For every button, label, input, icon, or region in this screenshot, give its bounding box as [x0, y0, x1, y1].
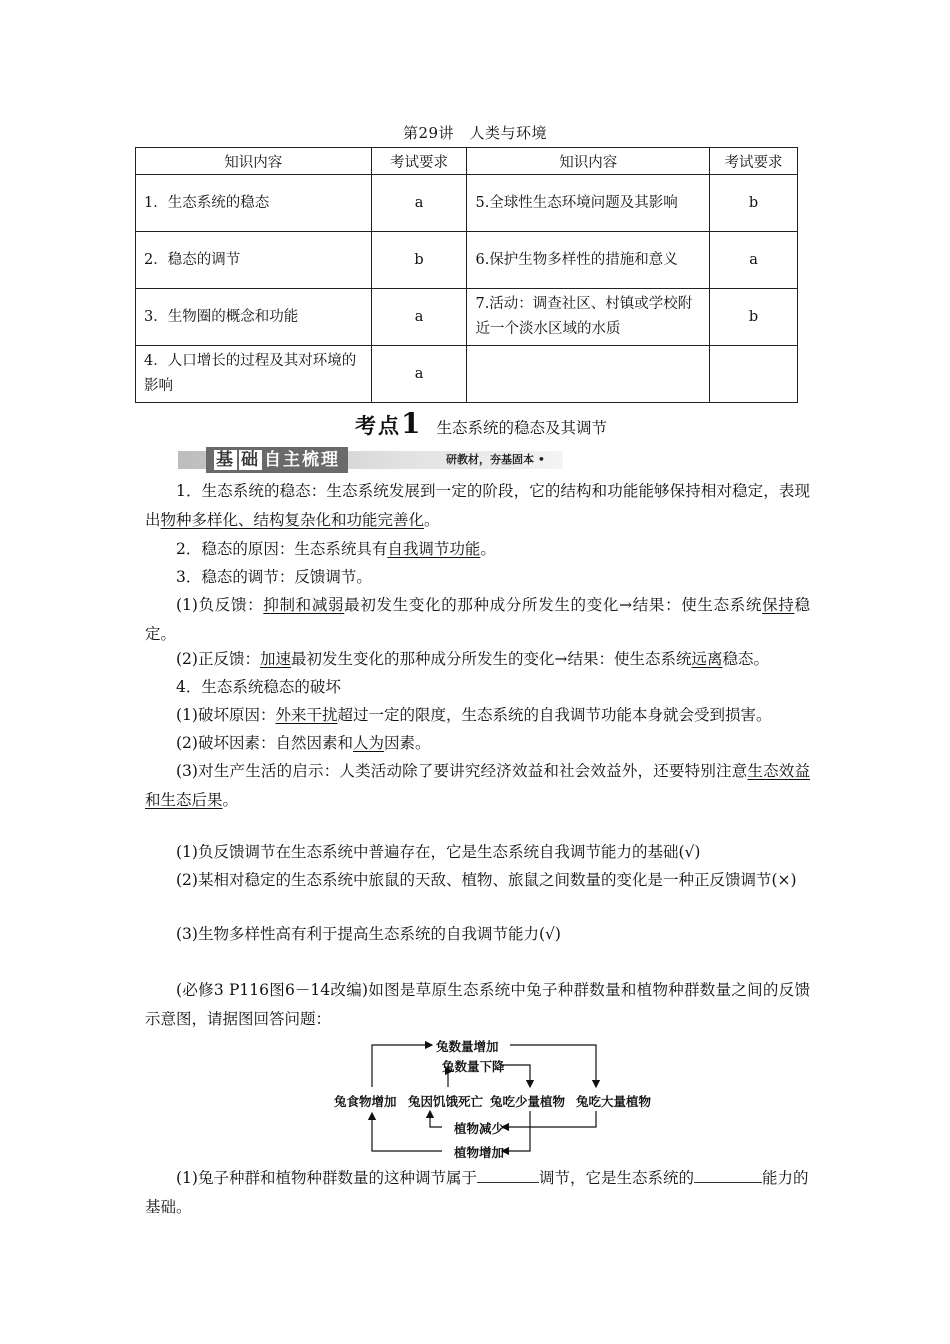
point-text: 2．稳态的原因：生态系统具有: [176, 540, 388, 558]
kaodian-number: 1: [401, 407, 421, 440]
node-eat-more: 兔吃大量植物: [576, 1094, 652, 1109]
point-text: 。: [480, 540, 496, 558]
point-3: 3．稳态的调节：反馈调节。: [176, 568, 372, 586]
point-text: 超过一定的限度，生态系统的自我调节功能本身就会受到损害。: [337, 706, 772, 724]
table-cell: a: [710, 232, 798, 289]
answer-blank-1[interactable]: [477, 1164, 539, 1183]
underlined-answer: 人为: [352, 734, 384, 752]
point-1: [145, 477, 810, 535]
banner-box-2: 础: [241, 450, 260, 470]
banner-rest: 自主梳理: [264, 450, 340, 470]
table-cell: a: [371, 289, 467, 346]
point-5: [145, 645, 810, 674]
underlined-answer: 外来干扰: [275, 706, 338, 724]
underlined-answer: 保持: [762, 596, 795, 614]
point-text: 稳定。: [145, 596, 810, 643]
table-cell: 5.全球性生态环境问题及其影响: [467, 175, 710, 232]
judgment-2: (2)某相对稳定的生态系统中旅鼠的天敌、植物、旅鼠之间数量的变化是一种正反馈调节(×): [176, 871, 797, 889]
table-cell: b: [710, 175, 798, 232]
table-cell: a: [371, 175, 467, 232]
underlined-answer: 抑制和减弱: [263, 596, 345, 614]
question-1: [145, 1164, 810, 1222]
point-7: [145, 701, 810, 730]
point-text: 。: [222, 791, 239, 809]
point-4: [145, 591, 810, 649]
table-cell: 2．稳态的调节: [136, 232, 372, 289]
table-cell: 3．生物圈的概念和功能: [136, 289, 372, 346]
question-text: (1)兔子种群和植物种群数量的这种调节属于: [176, 1169, 477, 1187]
table-cell: 1．生态系统的稳态: [136, 175, 372, 232]
table-cell: [467, 346, 710, 403]
table-cell: b: [710, 289, 798, 346]
question-text: 调节，它是生态系统的: [538, 1169, 694, 1187]
underlined-answer: 自我调节功能: [387, 540, 481, 558]
kaodian-heading: [355, 407, 607, 440]
header-knowledge-right: 知识内容: [467, 148, 710, 175]
table-cell: [710, 346, 798, 403]
point-text: (2)正反馈：: [176, 650, 260, 668]
table-cell: 7.活动：调查社区、村镇或学校附近一个淡水区域的水质: [467, 289, 710, 346]
point-text: 1．生态系统的稳态：生态系统发展到一定的阶段，它的结构和功能能够保持相对稳定，表现出: [145, 482, 810, 529]
judgment-1: (1)负反馈调节在生态系统中普遍存在，它是生态系统自我调节能力的基础(√): [176, 843, 701, 861]
judgment-3: (3)生物多样性高有利于提高生态系统的自我调节能力(√): [176, 925, 561, 943]
header-requirement-left: 考试要求: [371, 148, 467, 175]
point-text: 。: [424, 511, 440, 529]
question-text: 能力的基础。: [145, 1169, 809, 1216]
underlined-answer: 生态效益和生态后果: [145, 762, 810, 809]
banner-box-1: 基: [216, 450, 235, 470]
node-rabbit-increase: 兔数量增加: [436, 1039, 499, 1054]
point-text: (3)对生产生活的启示：人类活动除了要讲究经济效益和社会效益外，还要特别注意: [176, 762, 748, 780]
header-requirement-right: 考试要求: [710, 148, 798, 175]
header-knowledge-left: 知识内容: [136, 148, 372, 175]
node-food-increase: 兔食物增加: [334, 1094, 397, 1109]
requirements-table: [135, 147, 798, 403]
point-text: 稳态。: [722, 650, 770, 668]
kaodian-title: 生态系统的稳态及其调节: [436, 419, 607, 437]
kaodian-label: 考点: [355, 414, 401, 438]
point-text: 最初发生变化的那种成分所发生的变化→结果：使生态系统: [290, 650, 692, 668]
point-6: 4．生态系统稳态的破坏: [176, 678, 341, 696]
table-cell: a: [371, 346, 467, 403]
point-8: [145, 729, 810, 758]
table-row: [136, 346, 798, 403]
node-eat-less: 兔吃少量植物: [490, 1094, 566, 1109]
table-row: [136, 289, 798, 346]
table-cell: b: [371, 232, 467, 289]
point-9: [145, 757, 810, 815]
point-text: (2)破坏因素：自然因素和: [176, 734, 353, 752]
feedback-diagram: [330, 1035, 660, 1160]
table-cell: 4．人口增长的过程及其对环境的影响: [136, 346, 372, 403]
point-text: 最初发生变化的那种成分所发生的变化→结果：使生态系统: [344, 596, 763, 614]
lecture-title: 第29讲 人类与环境: [402, 124, 548, 142]
point-2: [145, 535, 810, 564]
point-text: 因素。: [383, 734, 431, 752]
node-plant-decrease: 植物减少: [454, 1121, 505, 1136]
point-text: (1)负反馈：: [176, 596, 264, 614]
node-plant-increase: 植物增加: [454, 1145, 505, 1160]
table-row: [136, 232, 798, 289]
table-cell: 6.保护生物多样性的措施和意义: [467, 232, 710, 289]
point-text: (1)破坏原因：: [176, 706, 276, 724]
banner-subtitle: 研教材，夯基固本 •: [446, 453, 545, 466]
node-rabbit-decrease: 兔数量下降: [442, 1059, 505, 1074]
underlined-answer: 物种多样化、结构复杂化和功能完善化: [160, 511, 425, 529]
answer-blank-2[interactable]: [694, 1164, 762, 1183]
question-intro: (必修3 P116图6－14改编)如图是草原生态系统中兔子种群数量和植物种群数量之间的反馈示意图，请据图回答问题：: [145, 981, 810, 1028]
node-starve: 兔因饥饿死亡: [408, 1094, 484, 1109]
banner-tag: [206, 447, 348, 473]
underlined-answer: 加速: [259, 650, 291, 668]
table-header-row: [136, 148, 798, 175]
table-row: [136, 175, 798, 232]
section-banner: [178, 447, 563, 473]
underlined-answer: 远离: [691, 650, 723, 668]
